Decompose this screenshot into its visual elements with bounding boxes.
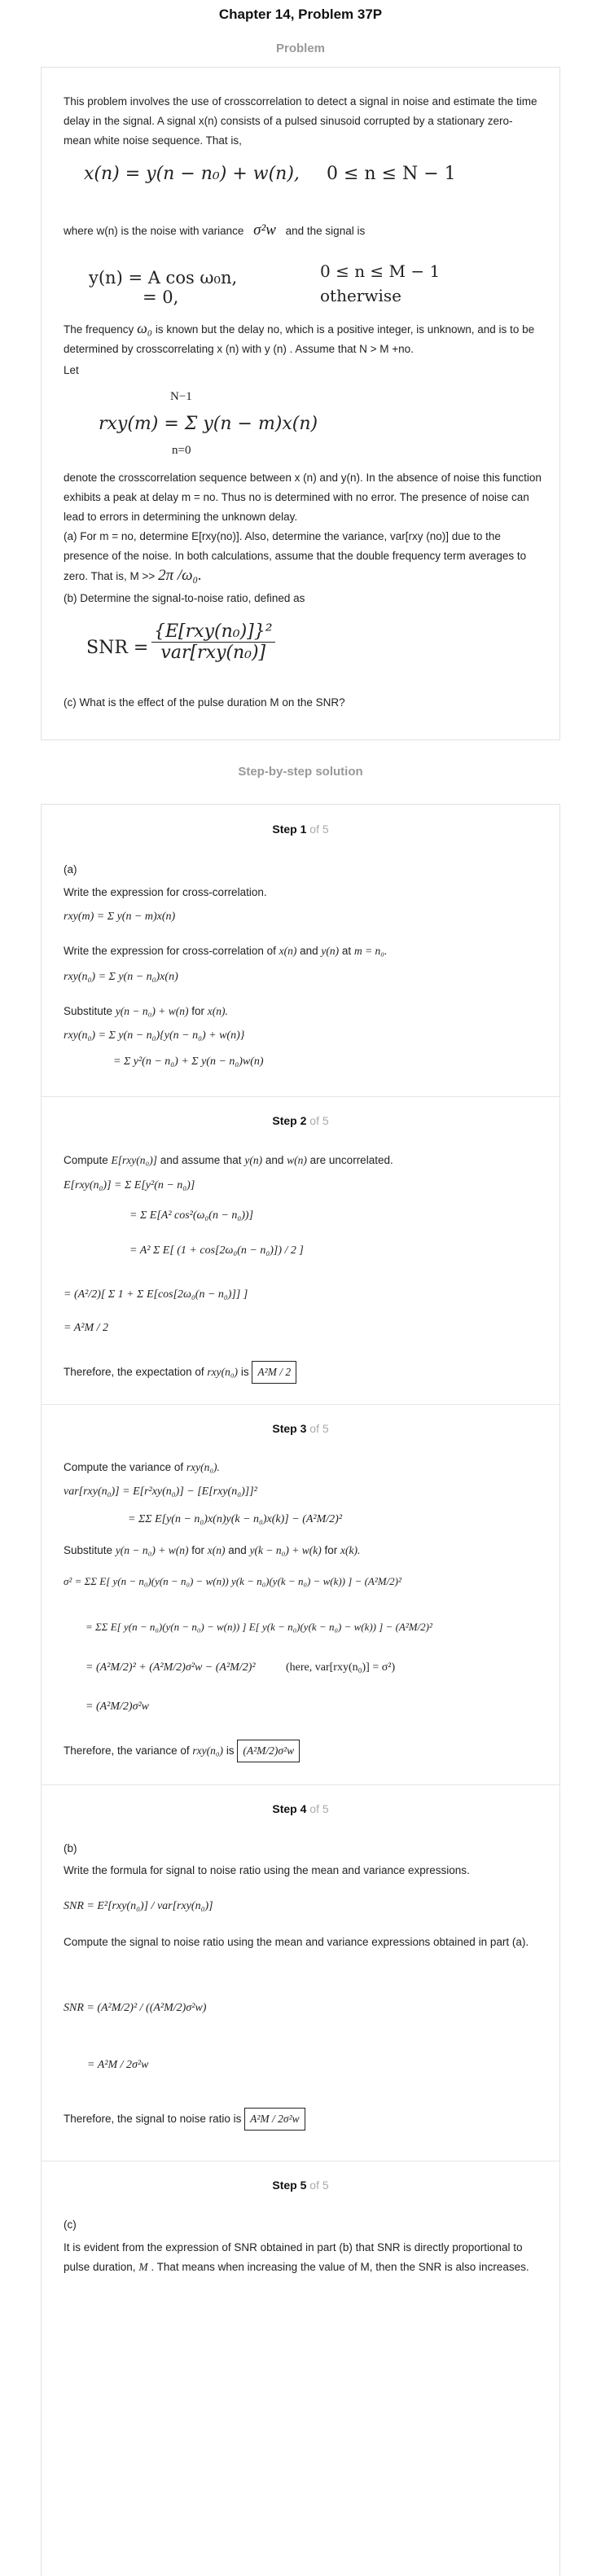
step-3-equation-6: = (A²M/2)σ²w [86,1701,150,1713]
problem-box [41,67,560,740]
equation-x-n: x(n) = y(n − n₀) + w(n), [84,164,300,184]
step-2-equation-2: = Σ E[A² cos²(ω₀(n − n₀))] [129,1209,254,1222]
step-5-header: Step 5 of 5 [272,2179,329,2192]
equation-rxy: rxy(m) = Σ y(n − m)x(n) [99,414,318,434]
step-divider [42,1784,559,1785]
step-3-equation-2: = ΣΣ E[y(n − n₀)x(n)y(k − n₀)x(k)] − (A²M/2)² [128,1513,343,1525]
page-title: Chapter 14, Problem 37P [218,7,383,22]
step-1-text-3: Substitute y(n − n₀) + w(n) for x(n). [64,1005,228,1017]
part-b-question: (b) Determine the signal-to-noise ratio, defined as [64,592,305,604]
step-1-text-2: Write the expression for cross-correlation of x(n) and y(n) at m = n₀. [64,945,388,957]
sum-upper-limit: N−1 [170,390,192,403]
step-4-text-1: Write the formula for signal to noise ratio using the mean and variance expressions. [64,1864,470,1876]
step-1-equation-3a: rxy(n₀) = Σ y(n − n₀){y(n − n₀) + w(n)} [64,1029,245,1042]
step-4-header: Step 4 of 5 [272,1802,329,1815]
step-4-equation-2: SNR = (A²M/2)² / ((A²M/2)σ²w) [64,2002,207,2014]
step-4-text-2: Compute the signal to noise ratio using the mean and variance expressions obtained in part (a). [64,1936,529,1948]
step-4-part-label: (b) [64,1842,77,1854]
equation-y-n-line1: y(n) = A cos ω₀n, [89,268,238,287]
step-3-equation-1: var[rxy(n₀)] = E[r²xy(n₀)] − [E[rxy(n₀)]]² [64,1485,257,1498]
frequency-text: The frequency ω₀ is known but the delay no, which is a positive integer, is unknown, and is to be determined by crosscorrelating x (n) with y (n) . Assume that N > M +no. [64,320,535,355]
equation-y-n-line2: = 0, [143,287,179,307]
problem-intro: This problem involves the use of crosscorrelation to detect a signal in noise and estimate the time delay in the signal. A signal x(n) consists of a pulsed sinusoid corrupted by a stationary zero-mean white noise sequence. That is, [64,95,537,147]
step-2-header: Step 2 of 5 [272,1114,329,1127]
step-5-part-label: (c) [64,2218,77,2231]
noise-variance-text: where w(n) is the noise with variance σ²w and the signal is [64,222,366,239]
step-5-text: It is evident from the expression of SNR obtained in part (b) that SNR is directly proportional to pulse duration, M . That means when increasing the value of M, then the SNR is also increases. [64,2241,529,2273]
snr-definition-lhs: SNR = [86,638,149,658]
equation-y-n-otherwise: otherwise [320,286,401,305]
step-1-equation-1: rxy(m) = Σ y(n − m)x(n) [64,911,176,923]
step-3-answer: (A²M/2)σ²w [237,1740,300,1762]
step-3-equation-3: σ² = ΣΣ E[ y(n − n₀)(y(n − n₀) − w(n)) y(k − n₀)(y(k − n₀) − w(k)) ] − (A²M/2)² [64,1575,401,1587]
step-divider [42,1096,559,1097]
step-3-text-2: Substitute y(n − n₀) + w(n) for x(n) and y(k − n₀) + w(k) for x(k). [64,1544,361,1556]
step-2-text-1: Compute E[rxy(n₀)] and assume that y(n) and w(n) are uncorrelated. [64,1154,393,1166]
part-c-question: (c) What is the effect of the pulse duration M on the SNR? [64,696,345,709]
step-2-equation-4: = (A²/2)[ Σ 1 + Σ E[cos[2ω₀(n − n₀)]] ] [64,1288,248,1301]
step-4-equation-3: = A²M / 2σ²w [87,2059,149,2071]
step-2-equation-1: E[rxy(n₀)] = Σ E[y²(n − n₀)] [64,1179,195,1191]
step-3-header: Step 3 of 5 [272,1422,329,1435]
step-2-equation-3: = A² Σ E[ (1 + cos[2ω₀(n − n₀)]) / 2 ] [129,1244,304,1257]
step-2-answer: A²M / 2 [252,1361,296,1384]
equation-x-n-range: 0 ≤ n ≤ N − 1 [327,164,456,184]
step-1-equation-3b: = Σ y²(n − n₀) + Σ y(n − n₀)w(n) [113,1055,264,1068]
step-1-part-label: (a) [64,863,77,875]
step-1-equation-2: rxy(n₀) = Σ y(n − n₀)x(n) [64,971,178,983]
step-2-conclusion: Therefore, the expectation of rxy(n₀) is A²M / 2 [64,1361,296,1384]
problem-heading: Problem [275,42,325,55]
step-3-note: (here, var[rxy(n₀)] = σ²) [286,1661,396,1674]
solution-heading: Step-by-step solution [238,765,363,779]
snr-definition-fraction: $\frac{\text{\{E[rxy(n₀)]\}²}}{\text{var[rxy(n₀)]}}$ [151,621,275,663]
step-3-conclusion: Therefore, the variance of rxy(n₀) is (A²M/2)σ²w [64,1740,300,1762]
step-divider [42,1404,559,1405]
step-4-conclusion: Therefore, the signal to noise ratio is A²M / 2σ²w [64,2108,305,2131]
equation-y-n-range: 0 ≤ n ≤ M − 1 [320,261,441,281]
step-2-equation-5: = A²M / 2 [64,1322,108,1334]
solution-box [41,804,560,2576]
step-1-header: Step 1 of 5 [272,823,329,836]
step-3-equation-4: = ΣΣ E[ y(n − n₀)(y(n − n₀) − w(n)) ] E[ y(k − n₀)(y(k − n₀) − w(k)) ] − (A²M/2)² [86,1621,432,1633]
step-4-equation-1: SNR = E²[rxy(n₀)] / var[rxy(n₀)] [64,1900,213,1912]
step-1-text-1: Write the expression for cross-correlation. [64,886,267,898]
step-3-equation-5: = (A²M/2)² + (A²M/2)σ²w − (A²M/2)² [86,1661,256,1674]
step-4-answer: A²M / 2σ²w [244,2108,305,2131]
step-3-text-1: Compute the variance of rxy(n₀). [64,1461,220,1473]
let-text: Let [64,364,79,376]
sum-lower-limit: n=0 [172,444,191,457]
part-a-question: (a) For m = no, determine E[rxy(no)]. Also, determine the variance, var[rxy (no)] due to the presence of the noise. In both calculations, assume that the double frequency term averages to zero. That is, M >> 2π /ω₀. [64,530,527,584]
crosscorrelation-description: denote the crosscorrelation sequence between x (n) and y(n). In the absence of noise this function exhibits a peak at delay m = no. Thus no is determined with no error. The presence of noise can lead to errors in determining the unknown delay. [64,472,542,523]
